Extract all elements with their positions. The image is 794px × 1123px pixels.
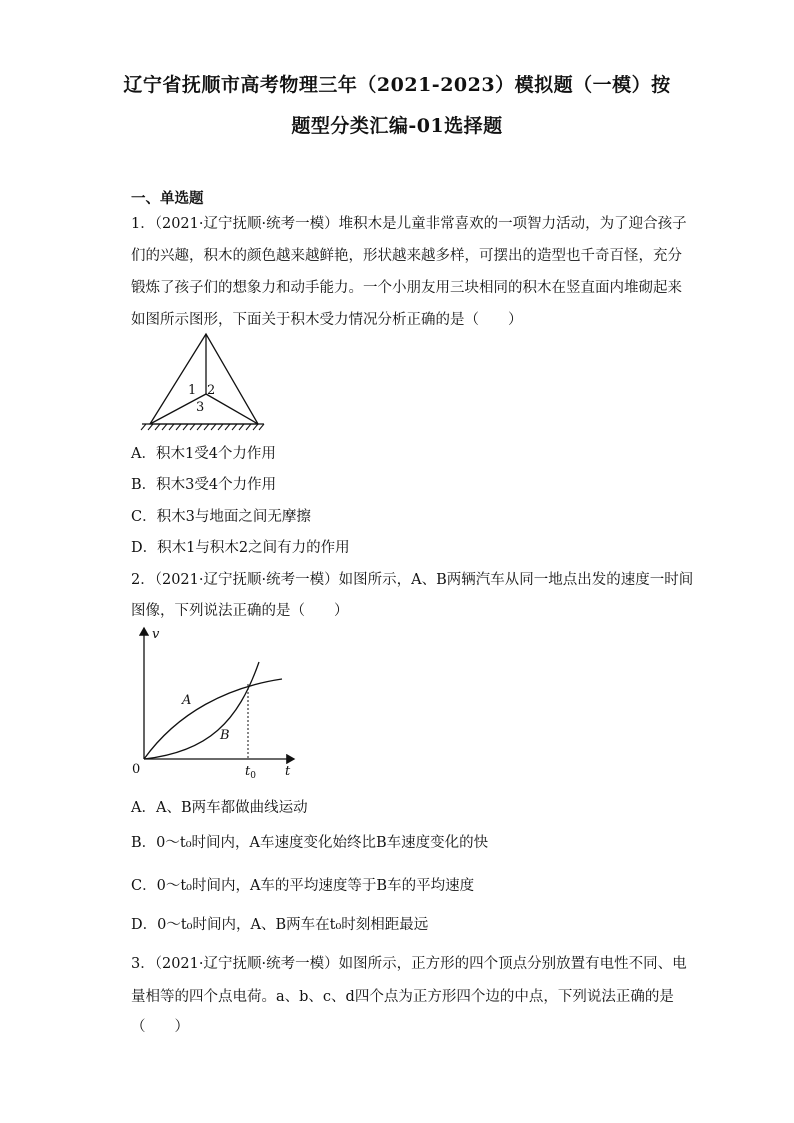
t0-main: t — [245, 764, 251, 779]
curve-b — [144, 662, 259, 759]
section-heading: 一、单选题 — [131, 190, 204, 207]
vt-graph-figure — [128, 622, 308, 782]
q3-stem-line-3: （ ） — [131, 1019, 189, 1035]
block-label-3: 3 — [196, 400, 205, 415]
t0-subscript: 0 — [250, 771, 256, 781]
x-axis-label: t — [285, 764, 291, 779]
curve-a — [144, 679, 282, 759]
ground-hatching — [141, 424, 264, 430]
q1-stem-line-3: 锻炼了孩子们的想象力和动手能力。一个小朋友用三块相同的积木在竖直面内堆砌起来 — [131, 280, 682, 296]
document-title-line-1: 辽宁省抚顺市高考物理三年（2021-2023）模拟题（一模）按 — [123, 74, 671, 96]
q3-stem-line-1: 3．（2021·辽宁抚顺·统考一模）如图所示，正方形的四个顶点分别放置有电性不同、电 — [131, 956, 687, 972]
q2-option-d: D．0～t₀时间内，A、B两车在t₀时刻相距最远 — [131, 917, 429, 933]
document-title-line-2: 题型分类汇编-01选择题 — [291, 115, 503, 137]
q3-stem-line-2: 量相等的四个点电荷。a、b、c、d四个点为正方形四个边的中点，下列说法正确的是 — [131, 989, 674, 1005]
blocks-figure — [140, 330, 270, 430]
q2-option-b: B．0～t₀时间内，A车速度变化始终比B车速度变化的快 — [131, 835, 489, 851]
q2-option-a: A．A、B两车都做曲线运动 — [131, 800, 308, 816]
t0-label — [245, 764, 256, 781]
origin-label: 0 — [132, 762, 141, 777]
q1-stem-line-1: 1．（2021·辽宁抚顺·统考一模）堆积木是儿童非常喜欢的一项智力活动，为了迎合孩子 — [131, 216, 687, 232]
q2-stem-line-1: 2．（2021·辽宁抚顺·统考一模）如图所示，A、B两辆汽车从同一地点出发的速度一时间 — [131, 572, 694, 588]
q1-stem-line-2: 们的兴趣，积木的颜色越来越鲜艳，形状越来越多样，可摆出的造型也千奇百怪，充分 — [131, 248, 682, 264]
q1-option-c: C．积木3与地面之间无摩擦 — [131, 509, 311, 525]
q1-stem-line-4: 如图所示图形，下面关于积木受力情况分析正确的是（ ） — [131, 312, 523, 328]
q2-option-c: C．0～t₀时间内，A车的平均速度等于B车的平均速度 — [131, 878, 475, 894]
q2-stem-line-2: 图像，下列说法正确的是（ ） — [131, 603, 349, 619]
curve-b-label: B — [220, 728, 230, 743]
q1-option-a: A．积木1受4个力作用 — [131, 446, 276, 462]
curve-a-label: A — [182, 693, 192, 708]
q1-option-b: B．积木3受4个力作用 — [131, 477, 277, 493]
block-label-1: 1 — [188, 383, 197, 398]
block-label-2: 2 — [207, 383, 216, 398]
y-axis-label: v — [152, 627, 160, 642]
q1-option-d: D．积木1与积木2之间有力的作用 — [131, 540, 350, 556]
block-divider-right — [206, 394, 258, 424]
